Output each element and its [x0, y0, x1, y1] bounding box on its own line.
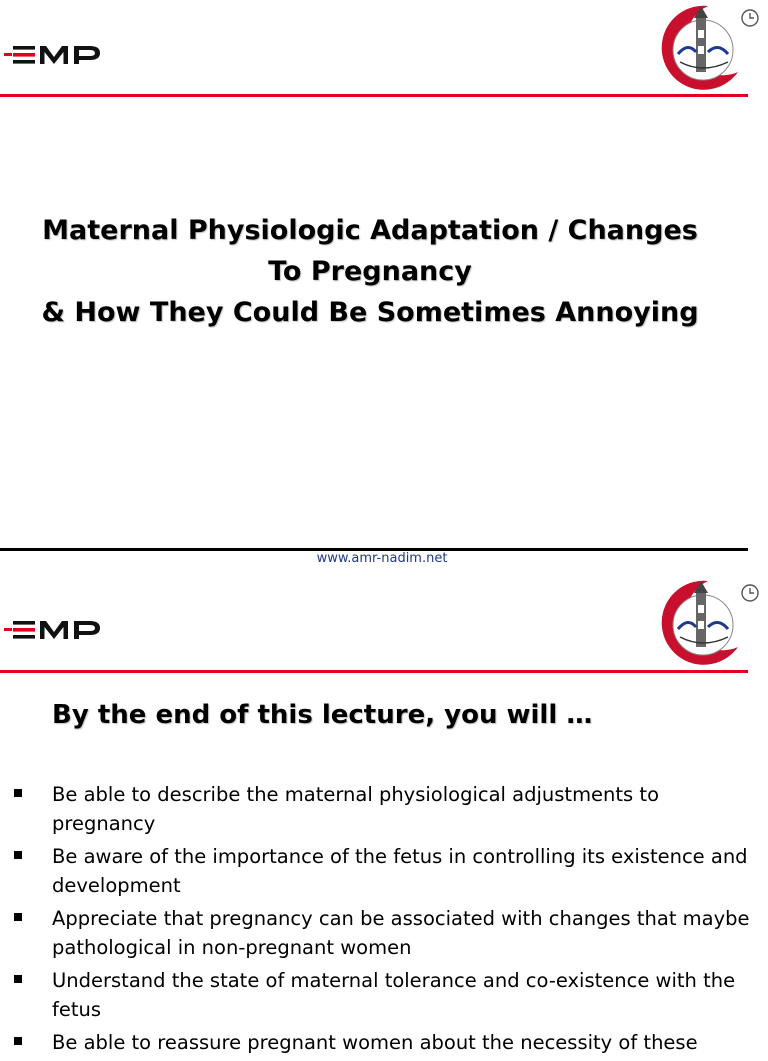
title-line-2: To Pregnancy: [268, 256, 472, 287]
list-item-text: Understand the state of maternal tolerance and co-existence with the fetus: [52, 969, 736, 1021]
red-divider: [0, 670, 748, 673]
bullet-icon: [14, 851, 22, 859]
bullet-icon: [14, 975, 22, 983]
list-item-text: Appreciate that pregnancy can be associated with changes that maybe pathological in non-pregnant women: [52, 907, 750, 959]
bullet-icon: [14, 1037, 22, 1045]
clock-icon: [740, 8, 760, 28]
objectives-heading: By the end of this lecture, you will …: [52, 700, 593, 730]
emp-logo: [4, 42, 122, 68]
slide-title-text: [0, 210, 740, 333]
red-divider: [0, 94, 748, 97]
university-seal-icon: [658, 2, 748, 94]
list-item: [14, 842, 754, 900]
bullet-icon: [14, 913, 22, 921]
objectives-list: [14, 780, 754, 1061]
list-item: [14, 904, 754, 962]
list-item: [14, 966, 754, 1024]
list-item-text: Be aware of the importance of the fetus in controlling its existence and development: [52, 845, 748, 897]
emp-logo: [4, 617, 122, 643]
university-seal-icon: [658, 577, 748, 669]
clock-icon: [740, 583, 760, 603]
title-line-3: & How They Could Be Sometimes Annoying: [41, 297, 699, 328]
footer-url[interactable]: www.amr-nadim.net: [316, 551, 448, 566]
title-line-1: Maternal Physiologic Adaptation / Changes: [42, 215, 698, 246]
list-item: [14, 780, 754, 838]
list-item-text: Be able to describe the maternal physiological adjustments to pregnancy: [52, 783, 659, 835]
slide-objectives: [0, 575, 768, 1054]
bullet-icon: [14, 789, 22, 797]
list-item-text: Be able to reassure pregnant women about the necessity of these: [52, 1031, 698, 1054]
list-item: [14, 1028, 754, 1057]
